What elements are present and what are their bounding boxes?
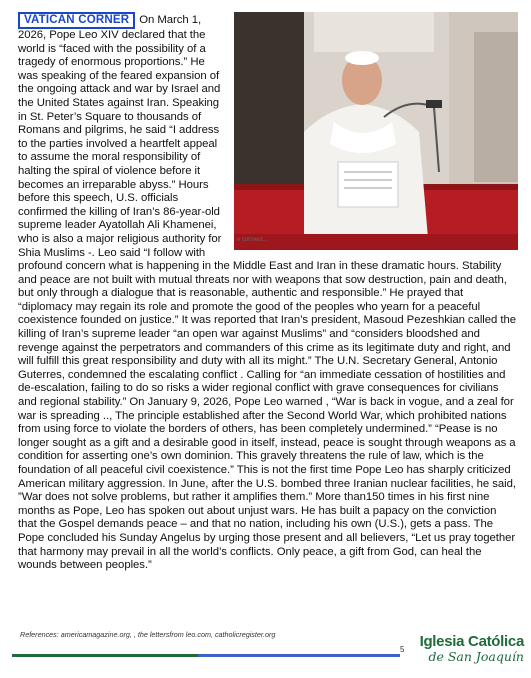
footer-divider [12, 654, 400, 657]
parish-name: Iglesia Católica [419, 633, 524, 650]
parish-subtitle: de San Joaquín [428, 649, 524, 664]
references: References: americamagazine.org, , the lettersfrom leo.com, catholicregister.org [20, 630, 276, 639]
article [18, 12, 518, 573]
pope-photo-illustration [234, 12, 518, 250]
article-body: On March 1, 2026, Pope Leo XIV declared that the world is “faced with the possibility of a tragedy of enormous proportions.” He was speaking of the feared expansion of the ongoing attack and war by Israel and the United States against Iran. Speaking in St. Peter’s Square to thousands of Romans and pilgrims, he said “I address to the parties involved a heartfelt appeal to assume the moral responsibility of halting the spiral of violence before it becomes an irreparable abyss.” Hours before this speech, U.S. officials confirmed the killing of Iran’s 86-year-old supreme leader Ayatollah Ali Khamenei, who is also a major religious authority for Shia Muslims -. Leo said “I follow with profound concern what is happening in the Middle East and Iran in these dramatic hours. Stability and peace are not built with mutual threats nor with weapons that sow destruction, pain and death, but only through a dialogue that is reasonable, authentic and responsible.” He prayed that “diplomacy may regain its role and promote the good of the peoples who yearn for a peaceful coexistence founded on justice.” It was reported that Iran’s president, Masoud Pezeshkian called the killing of Iran’s supreme leader “an open war against Muslims” and “considers bloodshed and revenge against the perpetrators and commanders of this crime as its legitimate duty and right, and will fulfill this great responsibility and duty with all its might.” The U.N. Secretary General, Antonio Guterres, condemned the escalating conflict . Calling for “an immediate cessation of hostilities and de-escalation, failing to do so risks a wider regional conflict with grave consequences for civilians and regional stability.” On January 9, 2026, Pope Leo warned , “War is back in vogue, and a zeal for war is spreading .., The principle established after the Second World War, which prohibited nations from using force to violate the borders of others, has been completely undermined.” “Pease is no longer sought as a gift and a desirable good in itself, instead, peace is sought through weapons as a condition for asserting one’s own dominion. This gravely threatens the rule of law, which is the foundation of all peaceful civil coexistence.” This is not the first time Pope Leo has sharply criticized American military aggression. In June, after the U.S. bombed three Iranian nuclear facilities, he said, ”War does not solve problems, but rather it amplifies them.” More than150 times in his first nine months as Pope, Leo has spoken out about unjust wars. He has built a papacy on the conviction that the Gospel demands peace – and that no nation, including his own (U.S.), gets a pass. The Pope concluded his Sunday Angelus by urging those present and all believers, “Let us pray together that harmony may prevail in all the world’s conflicts. Only peace, a gift from God, can heal the wounds between peoples.” [18, 14, 517, 572]
photo-caption: e connect... [237, 237, 268, 244]
section-tag: VATICAN CORNER [18, 12, 135, 29]
page-number: 5 [400, 645, 405, 654]
pope-photo [234, 12, 518, 250]
parish-logo [412, 634, 524, 663]
